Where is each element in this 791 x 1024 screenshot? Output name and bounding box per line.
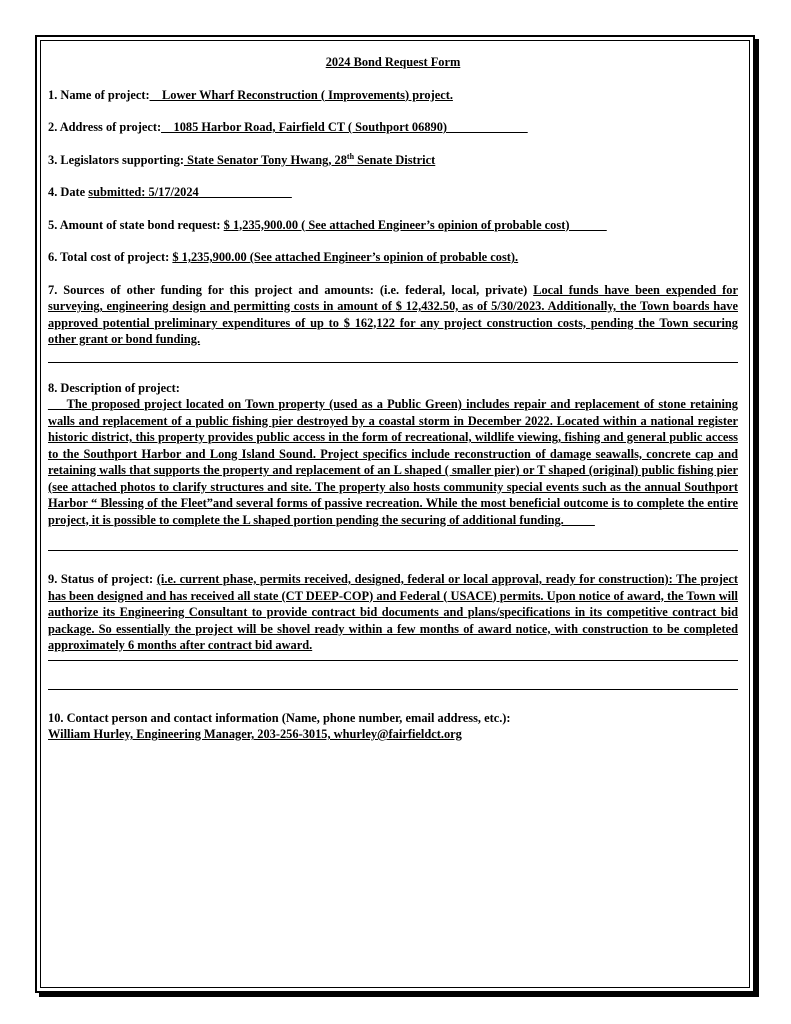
legislators-field [48, 152, 738, 169]
legislators-value: State Senator Tony Hwang, 28th Senate District [183, 151, 436, 167]
project-status-field [48, 571, 738, 654]
total-cost-label: 6. Total cost of project: [48, 250, 173, 264]
project-address-label: 2. Address of project: [48, 120, 162, 134]
project-name-field [48, 87, 738, 104]
project-address-field [48, 119, 738, 136]
date-field [48, 184, 738, 201]
date-value: submitted: 5/17/2024_______________ [88, 185, 292, 199]
project-name-label: 1. Name of project: [48, 87, 150, 102]
project-address-value: __1085 Harbor Road, Fairfield CT ( Southport 06890)_____________ [161, 120, 528, 134]
project-status-label: 9. Status of project: [48, 572, 157, 586]
contact-label: 10. Contact person and contact information (Name, phone number, email address, etc.): [48, 710, 511, 725]
bond-request-form [48, 54, 738, 743]
total-cost-field [48, 249, 738, 266]
project-name-value: __Lower Wharf Reconstruction ( Improvements) project. [149, 87, 453, 102]
description-label: 8. Description of project: [48, 380, 180, 395]
form-title: 2024 Bond Request Form [325, 55, 461, 69]
contact-value: William Hurley, Engineering Manager, 203-256-3015, whurley@fairfieldct.org [48, 727, 462, 741]
total-cost-value: $ 1,235,900.00 (See attached Engineer’s opinion of probable cost). [172, 250, 519, 264]
other-funding-field [48, 282, 738, 348]
other-funding-value: Local funds have been expended for surveying, engineering design and permitting costs in amount of $ 12,432.50, as of 5/30/2023. Additionally, the Town boards have approved potential preliminary expenditures of up to $ 162,122 for any project construction costs, pending the Town securing other grant or bond funding. [48, 282, 738, 346]
other-funding-label: 7. Sources of other funding for this project and amounts: (i.e. federal, local, private) [48, 282, 534, 297]
project-status-value: (i.e. current phase, permits received, designed, federal or local approval, ready for construction): The project has been designed and has received all state (CT DEEP-COP) and Federal ( USACE) permits. Upon notice of award, the Town will authorize its Engineering Consultant to provide contract bid documents and plans/specifications in its competitive contract bid package. So essentially the project will be shovel ready within a few months of award notice, with construction to be completed approximately 6 months after contract bid award. [48, 572, 738, 652]
legislators-label: 3. Legislators supporting: [48, 152, 184, 167]
bond-amount-value: $ 1,235,900.00 ( See attached Engineer’s opinion of probable cost)______ [223, 217, 607, 232]
date-label: 4. Date [48, 185, 89, 199]
bond-amount-label: 5. Amount of state bond request: [48, 217, 224, 232]
bond-amount-field [48, 217, 738, 234]
description-value: ___The proposed project located on Town property (used as a Public Green) includes repair and replacement of stone retaining walls and replacement of a public fishing pier destroyed by a coastal storm in December 2022. Located within a national register historic district, this property provides public access in the form of recreational, wildlife viewing, fishing and general public access to the Southport Harbor and Long Island Sound. Project specifics include reconstruction of damage seawalls, concrete cap and retaining walls that supports the property and replacement of an L shaped ( smaller pier) or T shaped (original) public fishing pier (see attached photos to clarify structures and site. The property also hosts community special events such as the annual Southport Harbor “ Blessing of the Fleet”and several forms of passive recreation. While the most beneficial outcome is to complete the entire project, it is possible to complete the L shaped portion pending the securing of additional funding._____ [48, 397, 738, 527]
